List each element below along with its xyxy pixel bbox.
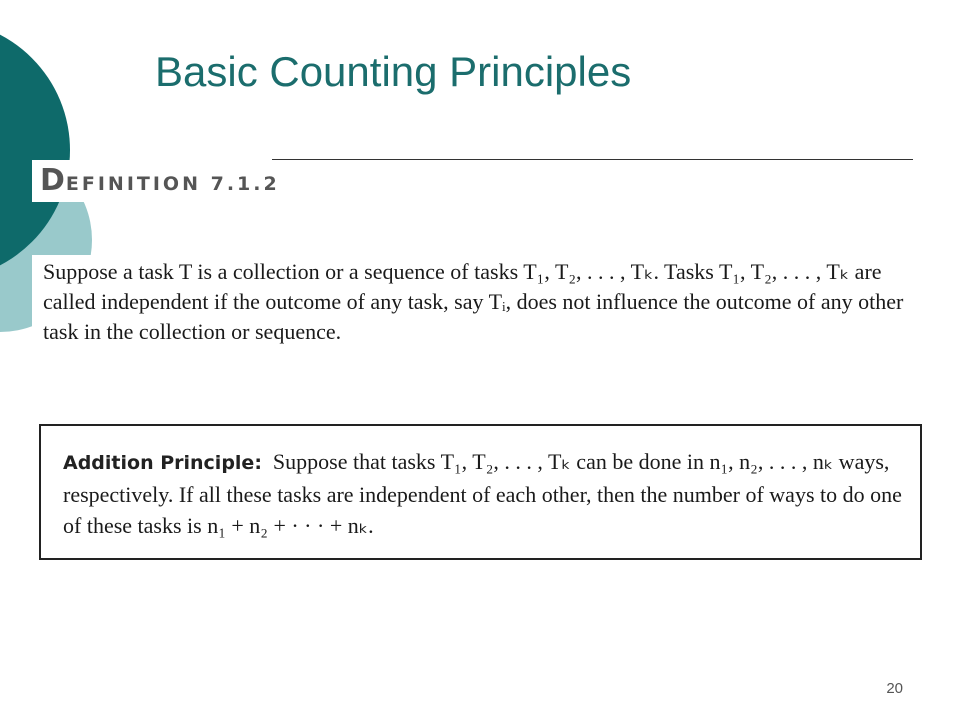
slide-number: 20 <box>886 680 903 697</box>
slide-title: Basic Counting Principles <box>155 48 632 95</box>
definition-text-block <box>32 255 925 347</box>
addition-principle-paragraph <box>63 446 902 541</box>
definition-heading-initial: D <box>40 163 66 198</box>
addition-principle-label: Addition Principle: <box>63 452 262 474</box>
definition-heading-rest: EFINITION 7.1.2 <box>65 173 280 195</box>
decorative-teal-circles <box>0 0 120 420</box>
addition-principle-text: Suppose that tasks T₁, T₂, . . . , Tₖ can be done in n₁, n₂, . . . , nₖ ways, respectively. If all these tasks are independent of each other, then the number of ways to do one of these tasks is n₁ + n₂ + · · · + nₖ. <box>63 449 902 538</box>
definition-text: Suppose a task T is a collection or a sequence of tasks T₁, T₂, . . . , Tₖ. Tasks T₁, T₂, . . . , Tₖ are called independent if the outcome of any task, say Tᵢ, does not influence the outcome of any other task in the collection or sequence. <box>43 259 904 344</box>
definition-heading <box>32 160 280 202</box>
addition-principle-box <box>39 424 922 560</box>
definition-rule-line <box>272 159 913 160</box>
